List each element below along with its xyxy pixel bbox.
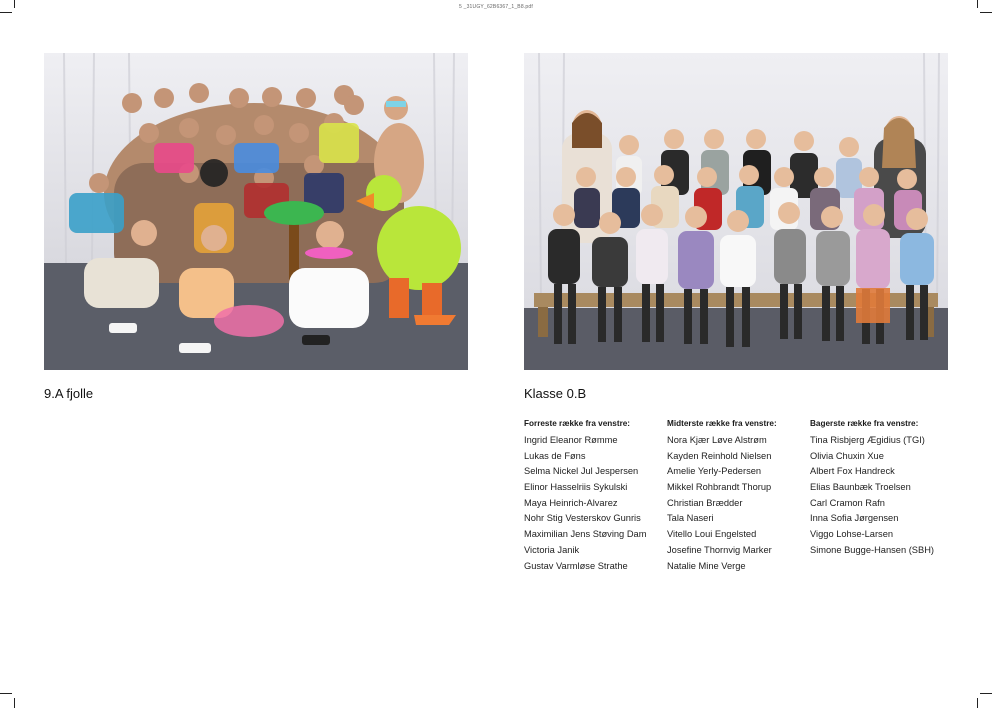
- list-item: Gustav Varmløse Strathe: [524, 560, 628, 571]
- list-item: Ingrid Eleanor Rømme: [524, 435, 618, 445]
- left-group-photo: [44, 53, 468, 370]
- column-heading: Forreste række fra venstre:: [524, 419, 631, 428]
- column-heading: Bagerste række fra venstre:: [810, 419, 919, 428]
- crop-mark-bottom-left: [0, 693, 12, 694]
- group-photo-costume-party-icon: [44, 53, 468, 370]
- list-item: Olivia Chuxin Xue: [810, 450, 884, 461]
- crop-mark-top-right-v: [977, 0, 978, 8]
- list-item: Viggo Lohse-Larsen: [810, 529, 894, 540]
- list-item: Amelie Yerly-Pedersen: [667, 466, 762, 477]
- left-photo-caption: 9.A fjolle: [44, 386, 94, 401]
- crop-mark-top-left: [0, 12, 12, 13]
- list-item: Carl Cramon Rafn: [810, 497, 885, 508]
- list-item: Tina Risbjerg Ægidius (TGI): [810, 435, 925, 445]
- group-photo-class-icon: [524, 53, 948, 370]
- list-item: Elinor Hasselriis Sykulski: [524, 482, 628, 493]
- list-item: Tala Naseri: [667, 513, 714, 524]
- list-item: Elias Baunbæk Troelsen: [810, 482, 911, 493]
- right-photo-caption: Klasse 0.B: [524, 386, 587, 401]
- list-item: Simone Bugge-Hansen (SBH): [810, 544, 935, 555]
- crop-mark-bottom-right: [980, 693, 992, 694]
- name-list: [524, 433, 674, 574]
- list-item: Christian Brædder: [667, 497, 743, 508]
- column-heading: Midterste række fra venstre:: [667, 419, 777, 428]
- crop-mark-bottom-right-v: [977, 698, 978, 708]
- page-header-filename: 5 _31UGY_62B6367_1_B8.pdf: [459, 4, 533, 10]
- list-item: Josefine Thornvig Marker: [667, 544, 772, 555]
- name-list: [667, 433, 817, 574]
- name-list: [810, 433, 960, 559]
- list-item: Nora Kjær Løve Alstrøm: [667, 435, 767, 445]
- list-item: Lukas de Føns: [524, 450, 586, 461]
- list-item: Nohr Stig Vesterskov Gunris: [524, 513, 641, 524]
- names-column-front-row: [524, 418, 674, 574]
- list-item: Mikkel Rohbrandt Thorup: [667, 482, 772, 493]
- list-item: Natalie Mine Verge: [667, 560, 746, 571]
- list-item: Vitello Loui Engelsted: [667, 529, 757, 540]
- list-item: Inna Sofia Jørgensen: [810, 513, 899, 524]
- crop-mark-bottom-left-v: [14, 698, 15, 708]
- list-item: Victoria Janik: [524, 544, 580, 555]
- list-item: Selma Nickel Jul Jespersen: [524, 466, 639, 477]
- names-column-middle-row: [667, 418, 817, 574]
- list-item: Kayden Reinhold Nielsen: [667, 450, 772, 461]
- list-item: Maya Heinrich-Alvarez: [524, 497, 618, 508]
- crop-mark-top-right: [980, 12, 992, 13]
- list-item: Maximilian Jens Støving Dam: [524, 529, 647, 540]
- right-class-photo: [524, 53, 948, 370]
- list-item: Albert Fox Handreck: [810, 466, 895, 477]
- crop-mark-top-left-v: [14, 0, 15, 8]
- names-column-back-row: [810, 418, 960, 559]
